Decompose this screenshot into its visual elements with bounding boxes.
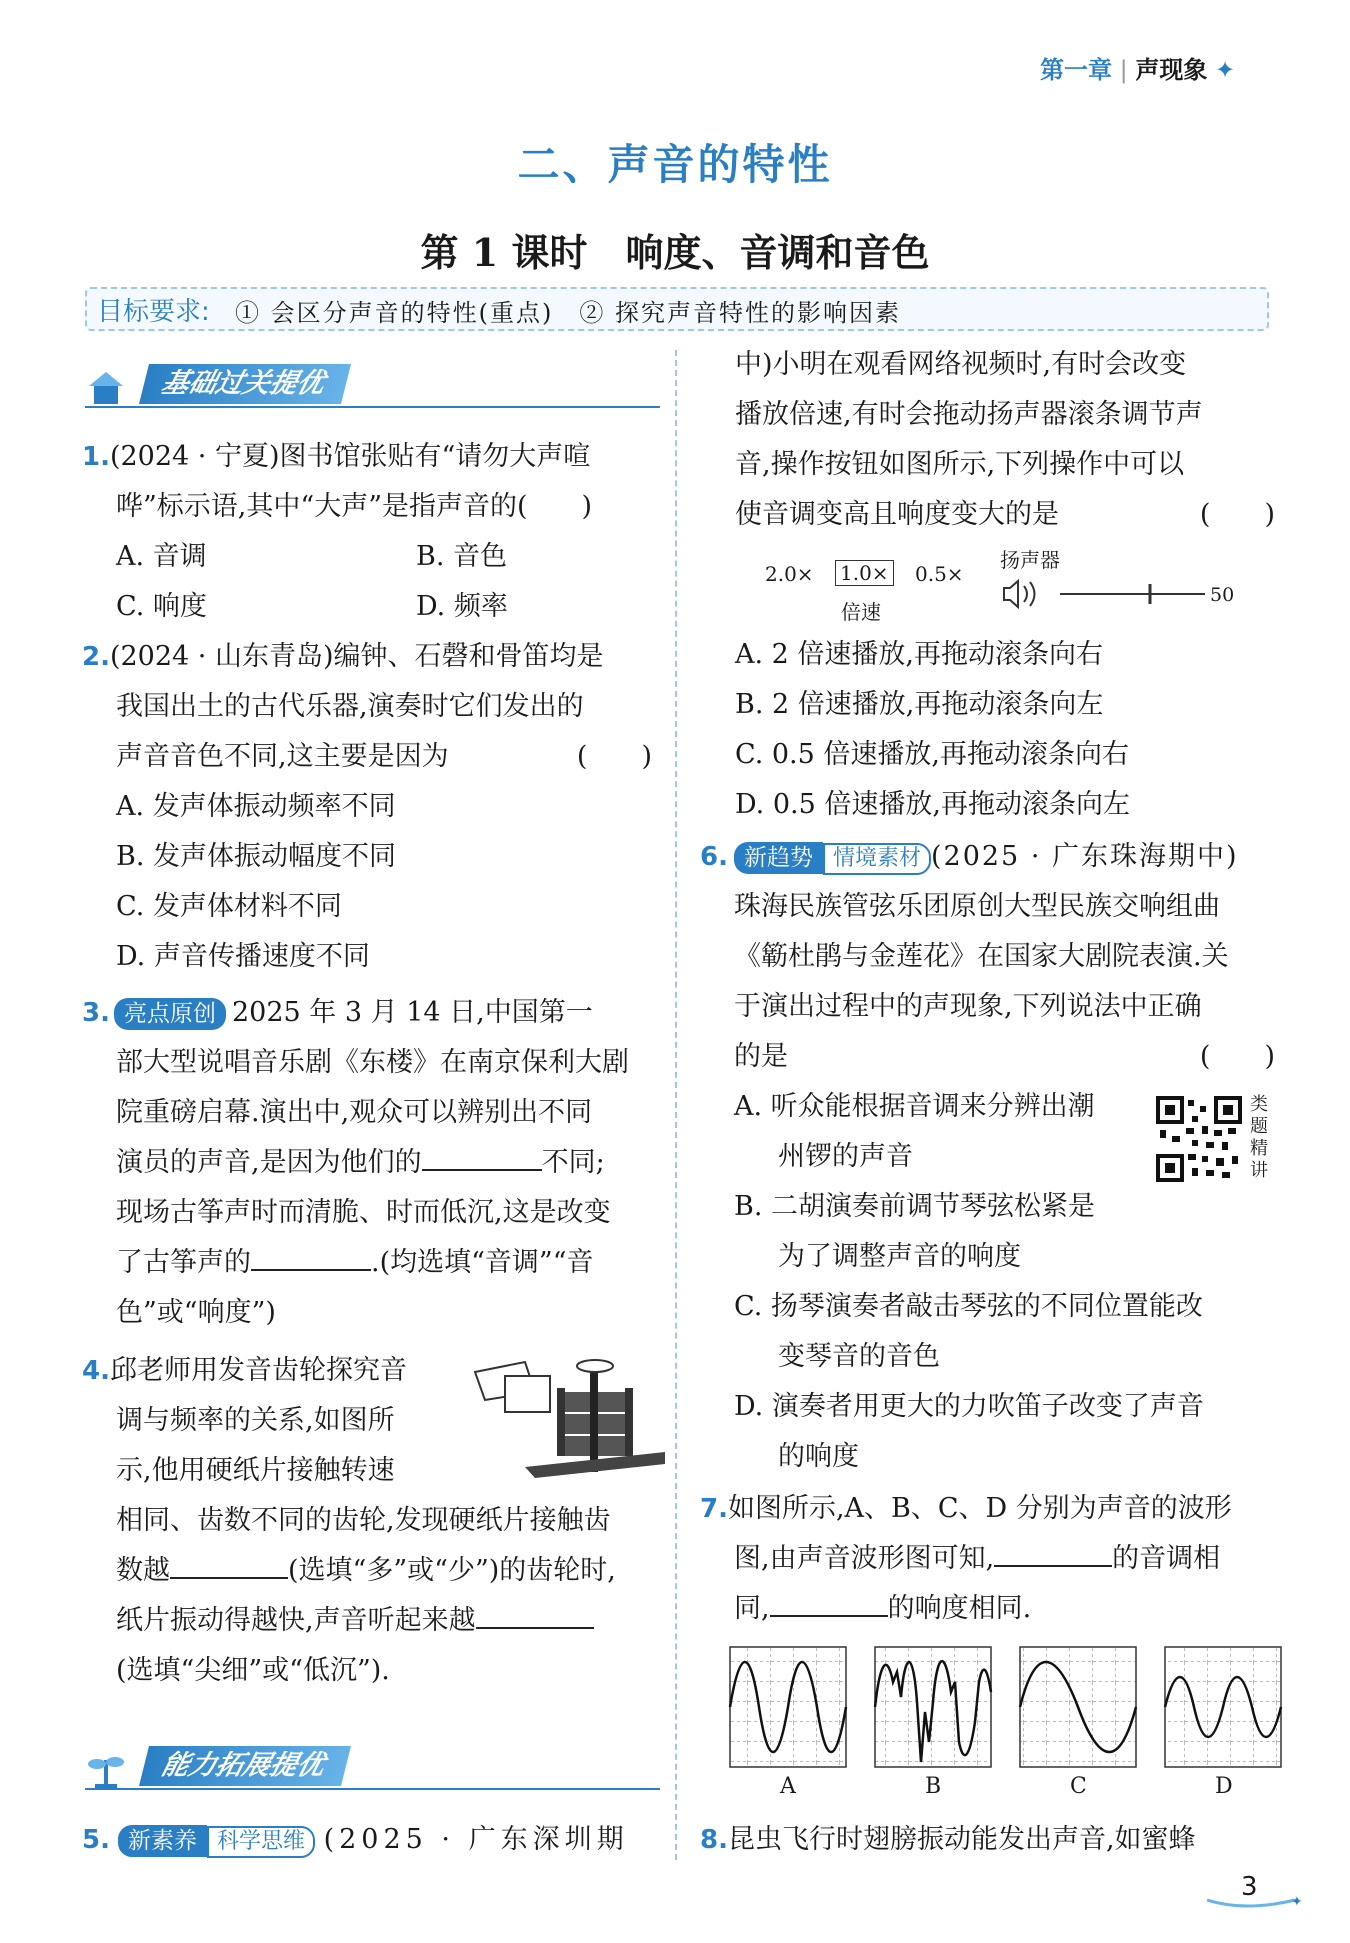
q5-source: (2025 · 广东深圳期 — [323, 1824, 629, 1855]
q2-answer-paren[interactable]: ( ) — [576, 741, 652, 772]
q6-tag2: 情境素材 — [823, 843, 931, 875]
page-number: ✦ 3 — [1205, 1870, 1305, 1910]
q2-line1: (2024 · 山东青岛)编钟、石磬和骨笛均是 — [109, 641, 604, 672]
q7-line1: 如图所示,A、B、C、D 分别为声音的波形 — [727, 1493, 1232, 1524]
q4-line6: 纸片振动得越快,声音听起来越 — [116, 1605, 476, 1636]
q5-line4: 使音调变高且响度变大的是 — [735, 499, 1059, 530]
speaker-label: 扬声器 — [1000, 548, 1060, 572]
goal-label: 目标要求: — [97, 297, 210, 327]
q7-line3b: 的响度相同. — [887, 1593, 1032, 1624]
q2-option-d[interactable]: D. 声音传播速度不同 — [116, 941, 370, 972]
waveform-label-d: D — [1215, 1774, 1233, 1799]
speaker-icon — [1004, 581, 1018, 607]
qr-label: 类 题 精 讲 — [1250, 1094, 1268, 1181]
q5-figure — [765, 548, 1245, 628]
volume-slider[interactable] — [1000, 576, 1280, 616]
q5-options — [735, 630, 1275, 830]
q3-tag: 亮点原创 — [114, 998, 226, 1030]
q1-line1: (2024 · 宁夏)图书馆张贴有“请勿大声喧 — [109, 441, 591, 472]
question-1 — [82, 432, 662, 632]
question-5-cont — [705, 340, 1285, 540]
q4-line5b: (选填“多”或“少”)的齿轮时, — [288, 1555, 616, 1586]
q4-number: 4. — [82, 1356, 110, 1386]
waveform-a — [730, 1647, 846, 1767]
waveform-label-c: C — [1070, 1774, 1087, 1799]
q6-option-c[interactable]: C. 扬琴演奏者敲击琴弦的不同位置能改 — [734, 1291, 1203, 1322]
q7-line3a: 同, — [734, 1593, 770, 1624]
q6-line4: 的是 — [734, 1041, 788, 1072]
question-5-start — [82, 1815, 662, 1865]
speed-2x[interactable]: 2.0× — [765, 562, 814, 586]
section-banner-advanced — [85, 1746, 660, 1790]
q3-line3: 院重磅启幕.演出中,观众可以辨别出不同 — [116, 1097, 593, 1128]
q5-tag1: 新素养 — [118, 1825, 207, 1857]
q5-line3: 音,操作按钮如图所示,下列操作中可以 — [735, 449, 1185, 480]
gear-figure — [465, 1352, 665, 1482]
q7-blank-2[interactable] — [770, 1585, 888, 1617]
q3-line4b: 不同; — [541, 1147, 605, 1178]
q2-option-b[interactable]: B. 发声体振动幅度不同 — [116, 841, 397, 872]
q1-option-a[interactable]: A. 音调 — [116, 541, 207, 572]
q2-option-c[interactable]: C. 发声体材料不同 — [116, 891, 342, 922]
column-divider — [675, 350, 677, 1860]
qr-code-icon[interactable] — [1156, 1096, 1242, 1182]
q6-option-c-cont: 变琴音的音色 — [778, 1341, 940, 1372]
q1-line2: 哗”标示语,其中“大声”是指声音的( ) — [116, 491, 593, 522]
question-3 — [82, 988, 662, 1338]
q6-option-b[interactable]: B. 二胡演奏前调节琴弦松紧是 — [734, 1191, 1096, 1222]
section-label: 声现象 — [1135, 56, 1208, 84]
q5-line2: 播放倍速,有时会拖动扬声器滚条调节声 — [735, 399, 1203, 430]
q6-source: (2025 · 广东珠海期中) — [930, 841, 1239, 872]
q6-line2: 《簕杜鹃与金莲花》在国家大剧院表演.关 — [734, 941, 1229, 972]
q6-line3: 于演出过程中的声现象,下列说法中正确 — [734, 991, 1202, 1022]
q4-blank-2[interactable] — [476, 1597, 594, 1629]
q3-blank-2[interactable] — [251, 1239, 371, 1271]
q3-number: 3. — [82, 998, 110, 1028]
q5-tag2: 科学思维 — [207, 1826, 315, 1858]
q7-blank-1[interactable] — [994, 1535, 1112, 1567]
q6-number: 6. — [700, 842, 728, 872]
q3-line4a: 演员的声音,是因为他们的 — [116, 1147, 422, 1178]
question-2 — [82, 632, 662, 982]
goal-text: ① 会区分声音的特性(重点) ② 探究声音特性的影响因素 — [235, 299, 901, 327]
q4-line1: 邱老师用发音齿轮探究音 — [109, 1355, 407, 1386]
q1-number: 1. — [82, 442, 110, 472]
q2-number: 2. — [82, 642, 110, 672]
q3-line2: 部大型说唱音乐剧《东楼》在南京保利大剧 — [116, 1047, 629, 1078]
q4-line7: (选填“尖细”或“低沉”). — [116, 1655, 390, 1686]
question-7 — [700, 1484, 1285, 1634]
q6-line1: 珠海民族管弦乐团原创大型民族交响组曲 — [734, 891, 1220, 922]
q6-answer-paren[interactable]: ( ) — [1199, 1041, 1275, 1072]
q6-option-b-cont: 为了调整声音的响度 — [778, 1241, 1021, 1272]
waveform-d — [1165, 1647, 1281, 1767]
section-banner-basic — [85, 364, 660, 408]
speed-05x[interactable]: 0.5× — [915, 562, 964, 586]
waveform-figure — [725, 1642, 1295, 1792]
waveform-c — [1020, 1647, 1136, 1767]
q3-line1: 2025 年 3 月 14 日,中国第一 — [231, 997, 593, 1028]
waveform-label-a: A — [780, 1774, 796, 1799]
page-title: 二、声音的特性 — [517, 140, 833, 189]
q5-option-c[interactable]: C. 0.5 倍速播放,再拖动滚条向右 — [735, 739, 1129, 770]
q6-option-d[interactable]: D. 演奏者用更大的力吹笛子改变了声音 — [734, 1391, 1204, 1422]
q6-option-d-cont: 的响度 — [778, 1441, 859, 1472]
q5-line1: 中)小明在观看网络视频时,有时会改变 — [735, 349, 1187, 380]
waveform-b — [875, 1647, 991, 1767]
q6-tag1: 新趋势 — [734, 842, 823, 874]
q7-number: 7. — [700, 1494, 728, 1524]
speed-1x[interactable]: 1.0× — [835, 560, 894, 586]
lesson-subtitle: 第 1 课时 响度、音调和音色 — [420, 230, 930, 275]
speed-label: 倍速 — [841, 600, 881, 624]
q2-option-a[interactable]: A. 发声体振动频率不同 — [116, 791, 396, 822]
svg-text:✦: ✦ — [1291, 1894, 1303, 1910]
q4-line2: 调与频率的关系,如图所 — [116, 1405, 395, 1436]
star-icon: ✦ — [1215, 56, 1236, 84]
q5-answer-paren[interactable]: ( ) — [1199, 499, 1275, 530]
chapter-label: 第一章 — [1040, 56, 1112, 84]
q3-line5: 现场古筝声时而清脆、时而低沉,这是改变 — [116, 1197, 611, 1228]
q4-blank-1[interactable] — [170, 1547, 288, 1579]
q4-line5a: 数越 — [116, 1555, 170, 1586]
plant-icon — [85, 1750, 127, 1790]
q8-line1: 昆虫飞行时翅膀振动能发出声音,如蜜蜂 — [727, 1824, 1196, 1855]
q8-number: 8. — [700, 1825, 728, 1855]
house-icon — [85, 368, 127, 408]
goal-box — [85, 287, 1269, 331]
q1-option-c[interactable]: C. 响度 — [116, 591, 207, 622]
q4-line3: 示,他用硬纸片接触转速 — [116, 1455, 395, 1486]
q1-option-d[interactable]: D. 频率 — [416, 591, 508, 622]
chapter-header: 第一章 | 声现象 ✦ — [1040, 56, 1236, 84]
q3-line6a: 了古筝声的 — [116, 1247, 251, 1278]
q4-line4: 相同、齿数不同的齿轮,发现硬纸片接触齿 — [116, 1505, 611, 1536]
q3-line6b: .(均选填“音调”“音 — [371, 1247, 594, 1278]
section-title-basic: 基础过关提优 — [139, 364, 351, 404]
q6-option-a[interactable]: A. 听众能根据音调来分辨出潮 — [734, 1091, 1095, 1122]
waveform-label-b: B — [925, 1774, 942, 1799]
q3-blank-1[interactable] — [422, 1139, 542, 1171]
q5-option-b[interactable]: B. 2 倍速播放,再拖动滚条向左 — [735, 689, 1104, 720]
q5-number: 5. — [82, 1825, 110, 1855]
q6-option-a-cont: 州锣的声音 — [778, 1141, 913, 1172]
section-title-advanced: 能力拓展提优 — [139, 1746, 351, 1786]
q2-line2: 我国出土的古代乐器,演奏时它们发出的 — [116, 691, 584, 722]
q7-line2a: 图,由声音波形图可知, — [734, 1543, 995, 1574]
q5-option-a[interactable]: A. 2 倍速播放,再拖动滚条向右 — [735, 639, 1104, 670]
q7-line2b: 的音调相 — [1112, 1543, 1221, 1574]
q1-option-b[interactable]: B. 音色 — [416, 541, 508, 572]
q3-line7: 色”或“响度”) — [116, 1297, 276, 1328]
question-8 — [700, 1815, 1285, 1865]
q2-line3: 声音音色不同,这主要是因为 — [116, 741, 449, 772]
volume-value: 50 — [1210, 584, 1235, 606]
q5-option-d[interactable]: D. 0.5 倍速播放,再拖动滚条向左 — [735, 789, 1130, 820]
